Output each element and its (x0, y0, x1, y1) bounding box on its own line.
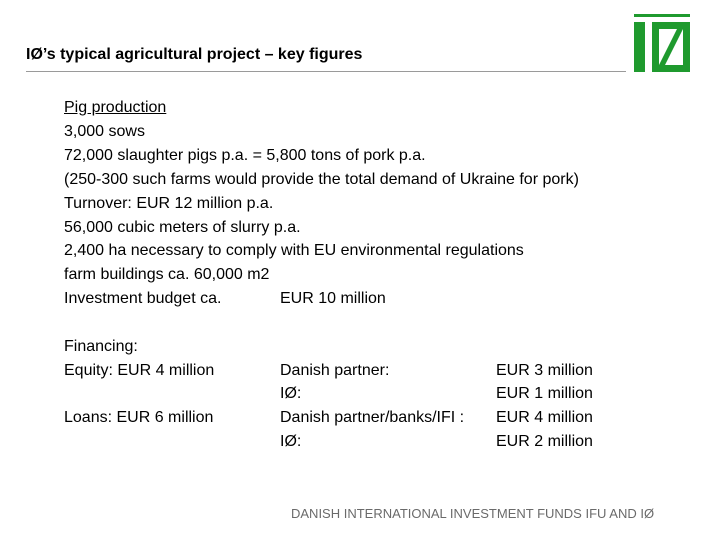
pig-production-heading: Pig production (64, 99, 167, 116)
financing-source: Danish partner/banks/IFI : (280, 409, 465, 426)
financing-amount: EUR 1 million (496, 385, 593, 402)
key-figure-line: 72,000 slaughter pigs p.a. = 5,800 tons of pork p.a. (64, 147, 426, 164)
equity-label: Equity: EUR 4 million (64, 362, 215, 379)
financing-amount: EUR 4 million (496, 409, 593, 426)
key-figure-line: Turnover: EUR 12 million p.a. (64, 195, 274, 212)
title-divider (26, 71, 626, 72)
investment-label: Investment budget ca. (64, 290, 222, 307)
financing-amount: EUR 2 million (496, 433, 593, 450)
financing-source: IØ: (280, 433, 302, 450)
io-logo (630, 12, 692, 74)
slide-title: IØ’s typical agricultural project – key figures (26, 46, 363, 63)
financing-source: Danish partner: (280, 362, 390, 379)
key-figure-line: farm buildings ca. 60,000 m2 (64, 266, 270, 283)
key-figure-line: 56,000 cubic meters of slurry p.a. (64, 219, 301, 236)
key-figure-line: 2,400 ha necessary to comply with EU environmental regulations (64, 242, 524, 259)
financing-source: IØ: (280, 385, 302, 402)
financing-heading: Financing: (64, 338, 138, 355)
financing-amount: EUR 3 million (496, 362, 593, 379)
loans-label: Loans: EUR 6 million (64, 409, 214, 426)
key-figure-line: 3,000 sows (64, 123, 145, 140)
investment-value: EUR 10 million (280, 290, 386, 307)
key-figure-line: (250-300 such farms would provide the total demand of Ukraine for pork) (64, 171, 579, 188)
footer-text: DANISH INTERNATIONAL INVESTMENT FUNDS IFU AND IØ (291, 506, 655, 521)
